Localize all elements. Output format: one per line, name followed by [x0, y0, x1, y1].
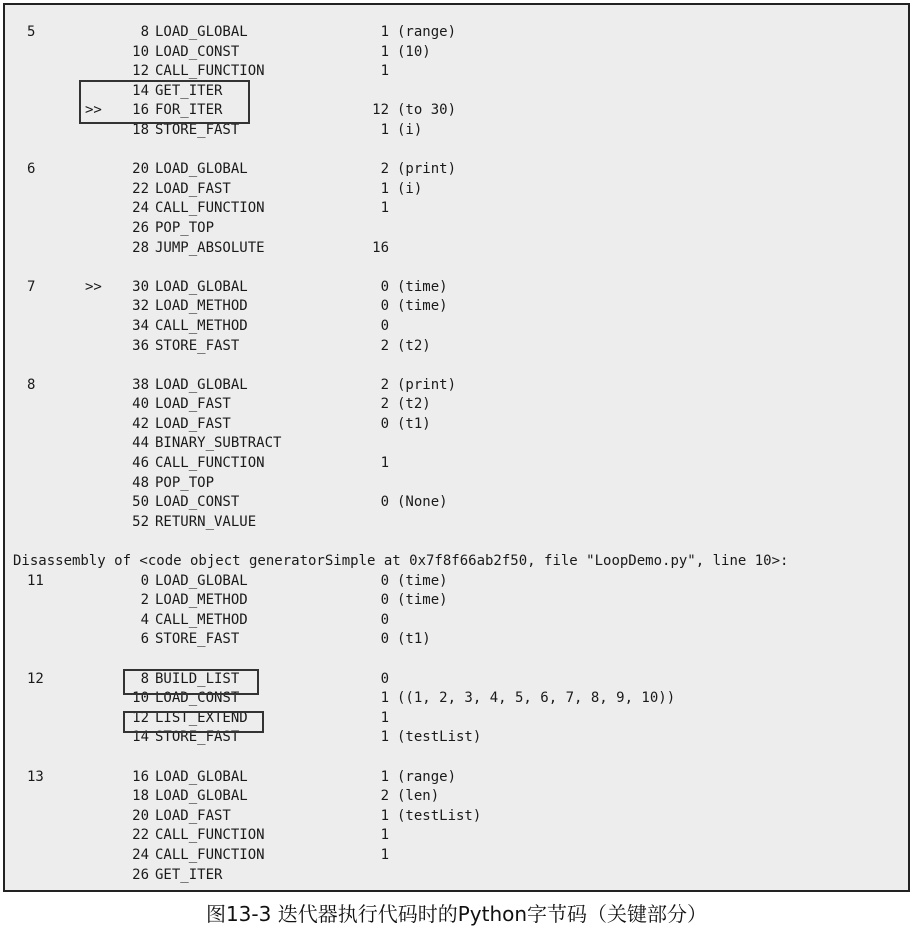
disassembly-header-text: Disassembly of <code object generatorSimple at 0x7f8f66ab2f50, file "LoopDemo.py", line 10>:: [13, 553, 789, 570]
blank-line: [5, 141, 908, 161]
opcode-argument: 0: [380, 670, 389, 687]
bytecode-line: [5, 23, 908, 43]
opcode-name: STORE_FAST: [155, 631, 240, 648]
bytecode-line: [5, 787, 908, 807]
bytecode-line: [5, 278, 908, 298]
opcode-name: LOAD_FAST: [155, 180, 231, 197]
argument-description: (t2): [397, 337, 431, 354]
bytecode-offset: 18: [132, 121, 149, 138]
opcode-argument: 16: [372, 239, 389, 256]
opcode-argument: 1: [380, 455, 389, 472]
argument-description: ((1, 2, 3, 4, 5, 6, 7, 8, 9, 10)): [397, 690, 676, 707]
bytecode-line: [5, 866, 908, 886]
bytecode-line: [5, 337, 908, 357]
opcode-argument: 0: [380, 415, 389, 432]
bytecode-offset: 30: [132, 278, 149, 295]
opcode-argument: 0: [380, 278, 389, 295]
opcode-argument: 2: [380, 788, 389, 805]
argument-description: (10): [397, 43, 431, 60]
opcode-argument: 1: [380, 43, 389, 60]
bytecode-offset: 46: [132, 455, 149, 472]
opcode-name: LOAD_GLOBAL: [155, 376, 248, 393]
bytecode-offset: 52: [132, 513, 149, 530]
opcode-name: LOAD_CONST: [155, 690, 240, 707]
highlight-get-iter-for-iter: [79, 80, 250, 124]
argument-description: (testList): [397, 807, 482, 824]
source-line-number: 13: [27, 768, 44, 785]
opcode-name: STORE_FAST: [155, 337, 240, 354]
bytecode-line: [5, 611, 908, 631]
opcode-name: LOAD_CONST: [155, 43, 240, 60]
bytecode-line: [5, 395, 908, 415]
bytecode-offset: 14: [132, 729, 149, 746]
opcode-argument: 1: [380, 121, 389, 138]
opcode-name: CALL_FUNCTION: [155, 63, 265, 80]
opcode-name: LOAD_METHOD: [155, 592, 248, 609]
bytecode-line: [5, 434, 908, 454]
opcode-argument: 1: [380, 63, 389, 80]
bytecode-line: [5, 376, 908, 396]
argument-description: (range): [397, 24, 457, 40]
opcode-name: GET_ITER: [155, 82, 223, 99]
bytecode-listing-frame: [3, 3, 910, 892]
opcode-argument: 0: [380, 592, 389, 609]
bytecode-offset: 16: [132, 102, 149, 119]
argument-description: (t1): [397, 415, 431, 432]
bytecode-line: [5, 415, 908, 435]
opcode-name: POP_TOP: [155, 219, 215, 236]
opcode-name: LOAD_FAST: [155, 807, 231, 824]
bytecode-offset: 4: [140, 611, 149, 628]
source-line-number: 7: [27, 278, 36, 295]
bytecode-line: [5, 572, 908, 592]
highlight-build-list: [123, 669, 259, 695]
bytecode-line: [5, 180, 908, 200]
bytecode-line: [5, 768, 908, 788]
opcode-name: CALL_FUNCTION: [155, 846, 265, 863]
opcode-name: LOAD_FAST: [155, 415, 231, 432]
bytecode-offset: 20: [132, 807, 149, 824]
opcode-name: STORE_FAST: [155, 729, 240, 746]
bytecode-offset: 12: [132, 63, 149, 80]
argument-description: (time): [397, 298, 448, 315]
argument-description: (to 30): [397, 102, 457, 119]
opcode-argument: 2: [380, 161, 389, 178]
bytecode-offset: 8: [140, 670, 149, 687]
bytecode-offset: 24: [132, 846, 149, 863]
opcode-argument: 0: [380, 611, 389, 628]
bytecode-line: [5, 513, 908, 533]
bytecode-line: [5, 807, 908, 827]
bytecode-offset: 44: [132, 435, 149, 452]
argument-description: (t1): [397, 631, 431, 648]
argument-description: (i): [397, 121, 423, 138]
blank-line: [5, 532, 908, 552]
jump-target-marker: >>: [85, 278, 102, 295]
bytecode-offset: 10: [132, 43, 149, 60]
bytecode-line: [5, 630, 908, 650]
opcode-argument: 0: [380, 631, 389, 648]
source-line-number: 8: [27, 376, 36, 393]
opcode-name: LOAD_GLOBAL: [155, 788, 248, 805]
bytecode-offset: 24: [132, 200, 149, 217]
bytecode-offset: 2: [140, 592, 149, 609]
opcode-name: LOAD_GLOBAL: [155, 572, 248, 589]
bytecode-line: [5, 199, 908, 219]
opcode-name: JUMP_ABSOLUTE: [155, 239, 265, 256]
bytecode-line: [5, 846, 908, 866]
bytecode-line: [5, 826, 908, 846]
argument-description: (time): [397, 572, 448, 589]
bytecode-offset: 12: [132, 709, 149, 726]
opcode-name: CALL_METHOD: [155, 317, 248, 334]
argument-description: (t2): [397, 396, 431, 413]
opcode-argument: 1: [380, 690, 389, 707]
argument-description: (print): [397, 161, 457, 178]
blank-line: [5, 748, 908, 768]
bytecode-offset: 26: [132, 219, 149, 236]
bytecode-offset: 42: [132, 415, 149, 432]
opcode-name: POP_TOP: [155, 474, 215, 491]
bytecode-offset: 32: [132, 298, 149, 315]
argument-description: (i): [397, 180, 423, 197]
opcode-name: LOAD_FAST: [155, 396, 231, 413]
argument-description: (print): [397, 376, 457, 393]
argument-description: (len): [397, 788, 440, 805]
disassembly-header: [5, 552, 908, 572]
opcode-argument: 12: [372, 102, 389, 119]
bytecode-offset: 16: [132, 768, 149, 785]
opcode-argument: 1: [380, 709, 389, 726]
opcode-argument: 1: [380, 180, 389, 197]
opcode-argument: 2: [380, 376, 389, 393]
opcode-argument: 0: [380, 572, 389, 589]
opcode-name: GET_ITER: [155, 866, 223, 883]
opcode-name: CALL_FUNCTION: [155, 455, 265, 472]
opcode-argument: 1: [380, 200, 389, 217]
bytecode-line: [5, 43, 908, 63]
source-line-number: 12: [27, 670, 44, 687]
jump-target-marker: >>: [85, 102, 102, 119]
opcode-name: LOAD_GLOBAL: [155, 161, 248, 178]
opcode-name: BUILD_LIST: [155, 670, 240, 687]
opcode-name: CALL_METHOD: [155, 611, 248, 628]
bytecode-line: [5, 219, 908, 239]
bytecode-line: [5, 474, 908, 494]
opcode-name: CALL_FUNCTION: [155, 827, 265, 844]
blank-line: [5, 356, 908, 376]
source-line-number: 6: [27, 161, 36, 178]
bytecode-offset: 14: [132, 82, 149, 99]
bytecode-line: [5, 493, 908, 513]
bytecode-offset: 34: [132, 317, 149, 334]
opcode-name: LOAD_GLOBAL: [155, 768, 248, 785]
bytecode-offset: 38: [132, 376, 149, 393]
bytecode-offset: 18: [132, 788, 149, 805]
opcode-name: CALL_FUNCTION: [155, 200, 265, 217]
opcode-name: RETURN_VALUE: [155, 513, 257, 530]
blank-line: [5, 650, 908, 670]
opcode-name: LIST_EXTEND: [155, 709, 248, 726]
opcode-name: FOR_ITER: [155, 102, 223, 119]
argument-description: (testList): [397, 729, 482, 746]
source-line-number: 5: [27, 24, 36, 40]
opcode-argument: 1: [380, 24, 389, 40]
bytecode-offset: 22: [132, 827, 149, 844]
argument-description: (range): [397, 768, 457, 785]
bytecode-line: [5, 317, 908, 337]
bytecode-offset: 36: [132, 337, 149, 354]
bytecode-offset: 6: [140, 631, 149, 648]
bytecode-offset: 10: [132, 690, 149, 707]
opcode-name: LOAD_GLOBAL: [155, 24, 248, 40]
argument-description: (time): [397, 592, 448, 609]
opcode-name: STORE_FAST: [155, 121, 240, 138]
opcode-name: LOAD_CONST: [155, 494, 240, 511]
opcode-name: BINARY_SUBTRACT: [155, 435, 282, 452]
argument-description: (None): [397, 494, 448, 511]
bytecode-offset: 40: [132, 396, 149, 413]
opcode-argument: 2: [380, 337, 389, 354]
opcode-argument: 0: [380, 317, 389, 334]
bytecode-line: [5, 62, 908, 82]
opcode-argument: 1: [380, 729, 389, 746]
opcode-argument: 2: [380, 396, 389, 413]
bytecode-offset: 22: [132, 180, 149, 197]
bytecode-offset: 26: [132, 866, 149, 883]
opcode-argument: 1: [380, 807, 389, 824]
opcode-argument: 1: [380, 827, 389, 844]
bytecode-offset: 20: [132, 161, 149, 178]
bytecode-offset: 28: [132, 239, 149, 256]
bytecode-line: [5, 297, 908, 317]
opcode-argument: 1: [380, 768, 389, 785]
source-line-number: 11: [27, 572, 44, 589]
bytecode-offset: 8: [140, 24, 149, 40]
bytecode-offset: 48: [132, 474, 149, 491]
opcode-argument: 1: [380, 846, 389, 863]
bytecode-listing: [5, 23, 908, 885]
bytecode-offset: 0: [140, 572, 149, 589]
blank-line: [5, 258, 908, 278]
bytecode-line: [5, 591, 908, 611]
bytecode-line: [5, 239, 908, 259]
bytecode-offset: 50: [132, 494, 149, 511]
bytecode-line: [5, 160, 908, 180]
highlight-list-extend: [123, 711, 264, 733]
opcode-argument: 0: [380, 298, 389, 315]
bytecode-line: [5, 454, 908, 474]
opcode-name: LOAD_GLOBAL: [155, 278, 248, 295]
figure-caption: 图13-3 迭代器执行代码时的Python字节码（关键部分）: [205, 902, 708, 926]
opcode-argument: 0: [380, 494, 389, 511]
opcode-name: LOAD_METHOD: [155, 298, 248, 315]
argument-description: (time): [397, 278, 448, 295]
